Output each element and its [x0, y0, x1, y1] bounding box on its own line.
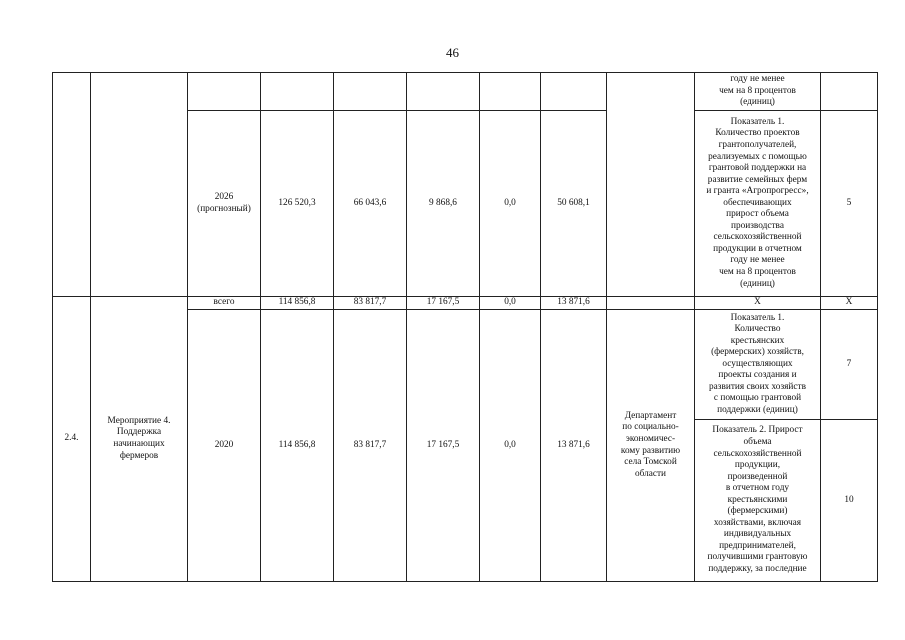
regional-cell	[407, 73, 480, 111]
other-cell: 50 608,1	[541, 111, 607, 297]
total-cell	[261, 73, 334, 111]
total-cell: 126 520,3	[261, 111, 334, 297]
regional-cell: 9 868,6	[407, 111, 480, 297]
total-cell: 114 856,8	[261, 297, 334, 310]
number-cell: 2.4.	[53, 297, 91, 582]
indicator-cell: Х	[695, 297, 821, 310]
federal-cell: 83 817,7	[334, 310, 407, 582]
value-cell: Х	[821, 297, 878, 310]
executor-cell	[607, 73, 695, 297]
indicator-cell: Показатель 1. Количество крестьянских (фермерских) хозяйств, осуществляющих проекты создания и развития своих хозяйств с помощью грантовой поддержки (единиц)	[695, 310, 821, 420]
indicator-cell: году не менее чем на 8 процентов (единиц)	[695, 73, 821, 111]
page-number: 46	[446, 45, 459, 60]
indicator-cell: Показатель 2. Прирост объема сельскохозяйственной продукции, произведенной в отчетном году крестьянскими (фермерскими) хозяйствами, включая индивидуальных предпринимателей, получившими грантовую поддержку, за последние	[695, 420, 821, 582]
federal-cell: 66 043,6	[334, 111, 407, 297]
other-cell: 13 871,6	[541, 297, 607, 310]
regional-cell: 17 167,5	[407, 310, 480, 582]
value-cell	[821, 73, 878, 111]
table-row	[53, 73, 878, 111]
period-cell: 2020	[188, 310, 261, 582]
local-cell: 0,0	[480, 111, 541, 297]
table-row	[53, 297, 878, 310]
program-table	[52, 72, 878, 582]
local-cell: 0,0	[480, 297, 541, 310]
period-cell: всего	[188, 297, 261, 310]
number-cell	[53, 73, 91, 297]
local-cell: 0,0	[480, 310, 541, 582]
period-cell	[188, 73, 261, 111]
other-cell: 13 871,6	[541, 310, 607, 582]
name-cell	[91, 73, 188, 297]
indicator-cell: Показатель 1. Количество проектов грантополучателей, реализуемых с помощью грантовой поддержки на развитие семейных ферм и гранта «Агропрогресс», обеспечивающих прирост объема производства сельскохозяйственной продукции в отчетном году не менее чем на 8 процентов (единиц)	[695, 111, 821, 297]
period-cell: 2026 (прогнозный)	[188, 111, 261, 297]
regional-cell: 17 167,5	[407, 297, 480, 310]
federal-cell	[334, 73, 407, 111]
executor-cell: Департамент по социально- экономичес- кому развитию села Томской области	[607, 310, 695, 582]
other-cell	[541, 73, 607, 111]
executor-cell	[607, 297, 695, 310]
federal-cell: 83 817,7	[334, 297, 407, 310]
value-cell: 7	[821, 310, 878, 420]
value-cell: 5	[821, 111, 878, 297]
value-cell: 10	[821, 420, 878, 582]
total-cell: 114 856,8	[261, 310, 334, 582]
local-cell	[480, 73, 541, 111]
name-cell: Мероприятие 4. Поддержка начинающих фермеров	[91, 297, 188, 582]
